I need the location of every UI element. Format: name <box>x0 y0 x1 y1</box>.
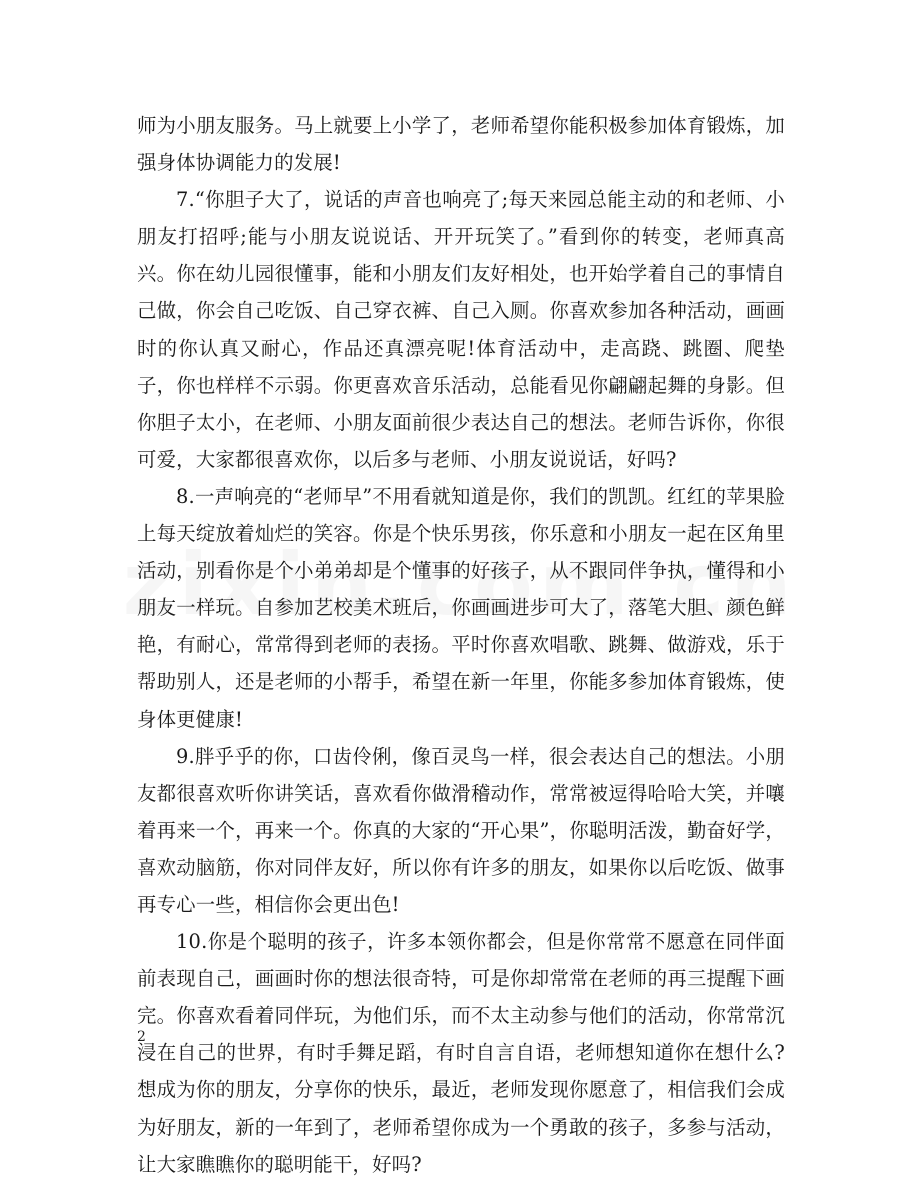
paragraph-item-9: 9.胖乎乎的你，口齿伶俐，像百灵鸟一样，很会表达自己的想法。小朋友都很喜欢听你讲笑话，喜欢看你做滑稽动作，常常被逗得哈哈大笑，并嚷着再来一个，再来一个。你真的大家的“开心果”，你聪明活泼，勤奋好学，喜欢动脑筋，你对同伴友好，所以你有许多的朋友，如果你以后吃饭、做事再专心一些，相信你会更出色! <box>137 744 785 916</box>
paragraph-continuation: 师为小朋友服务。马上就要上小学了，老师希望你能积极参加体育锻炼，加强身体协调能力的发展! <box>137 114 785 175</box>
paragraph-item-7: 7.“你胆子大了，说话的声音也响亮了;每天来园总能主动的和老师、小朋友打招呼;能与小朋友说说话、开开玩笑了。”看到你的转变，老师真高兴。你在幼儿园很懂事，能和小朋友们友好相处，也开始学着自己的事情自己做，你会自己吃饭、自己穿衣裤、自己入厕。你喜欢参加各种活动，画画时的你认真又耐心，作品还真漂亮呢!体育活动中，走高跷、跳圈、爬垫子，你也样样不示弱。你更喜欢音乐活动，总能看见你翩翩起舞的身影。但你胆子太小，在老师、小朋友面前很少表达自己的想法。老师告诉你，你很可爱，大家都很喜欢你，以后多与老师、小朋友说说话，好吗? <box>137 188 785 471</box>
page-number: 2 <box>137 1029 146 1045</box>
paragraph-item-10: 10.你是个聪明的孩子，许多本领你都会，但是你常常不愿意在同伴面前表现自己，画画时你的想法很奇特，可是你却常常在老师的再三提醒下画完。你喜欢看着同伴玩，为他们乐，而不太主动参与他们的活动，你常常沉浸在自己的世界，有时手舞足蹈，有时自言自语，老师想知道你在想什么?想成为你的朋友，分享你的快乐，最近，老师发现你愿意了，相信我们会成为好朋友，新的一年到了，老师希望你成为一个勇敢的孩子，多参与活动，让大家瞧瞧你的聪明能干，好吗? <box>137 930 785 1176</box>
paragraph-item-8: 8.一声响亮的“老师早”不用看就知道是你，我们的凯凯。红红的苹果脸上每天绽放着灿烂的笑容。你是个快乐男孩，你乐意和小朋友一起在区角里活动，别看你是个小弟弟却是个懂事的好孩子，从不跟同伴争执，懂得和小朋友一样玩。自参加艺校美术班后，你画画进步可大了，落笔大胆、颜色鲜艳，有耐心，常常得到老师的表扬。平时你喜欢唱歌、跳舞、做游戏，乐于帮助别人，还是老师的小帮手，希望在新一年里，你能多参加体育锻炼，使身体更健康! <box>137 484 785 731</box>
document-body <box>137 107 785 1183</box>
